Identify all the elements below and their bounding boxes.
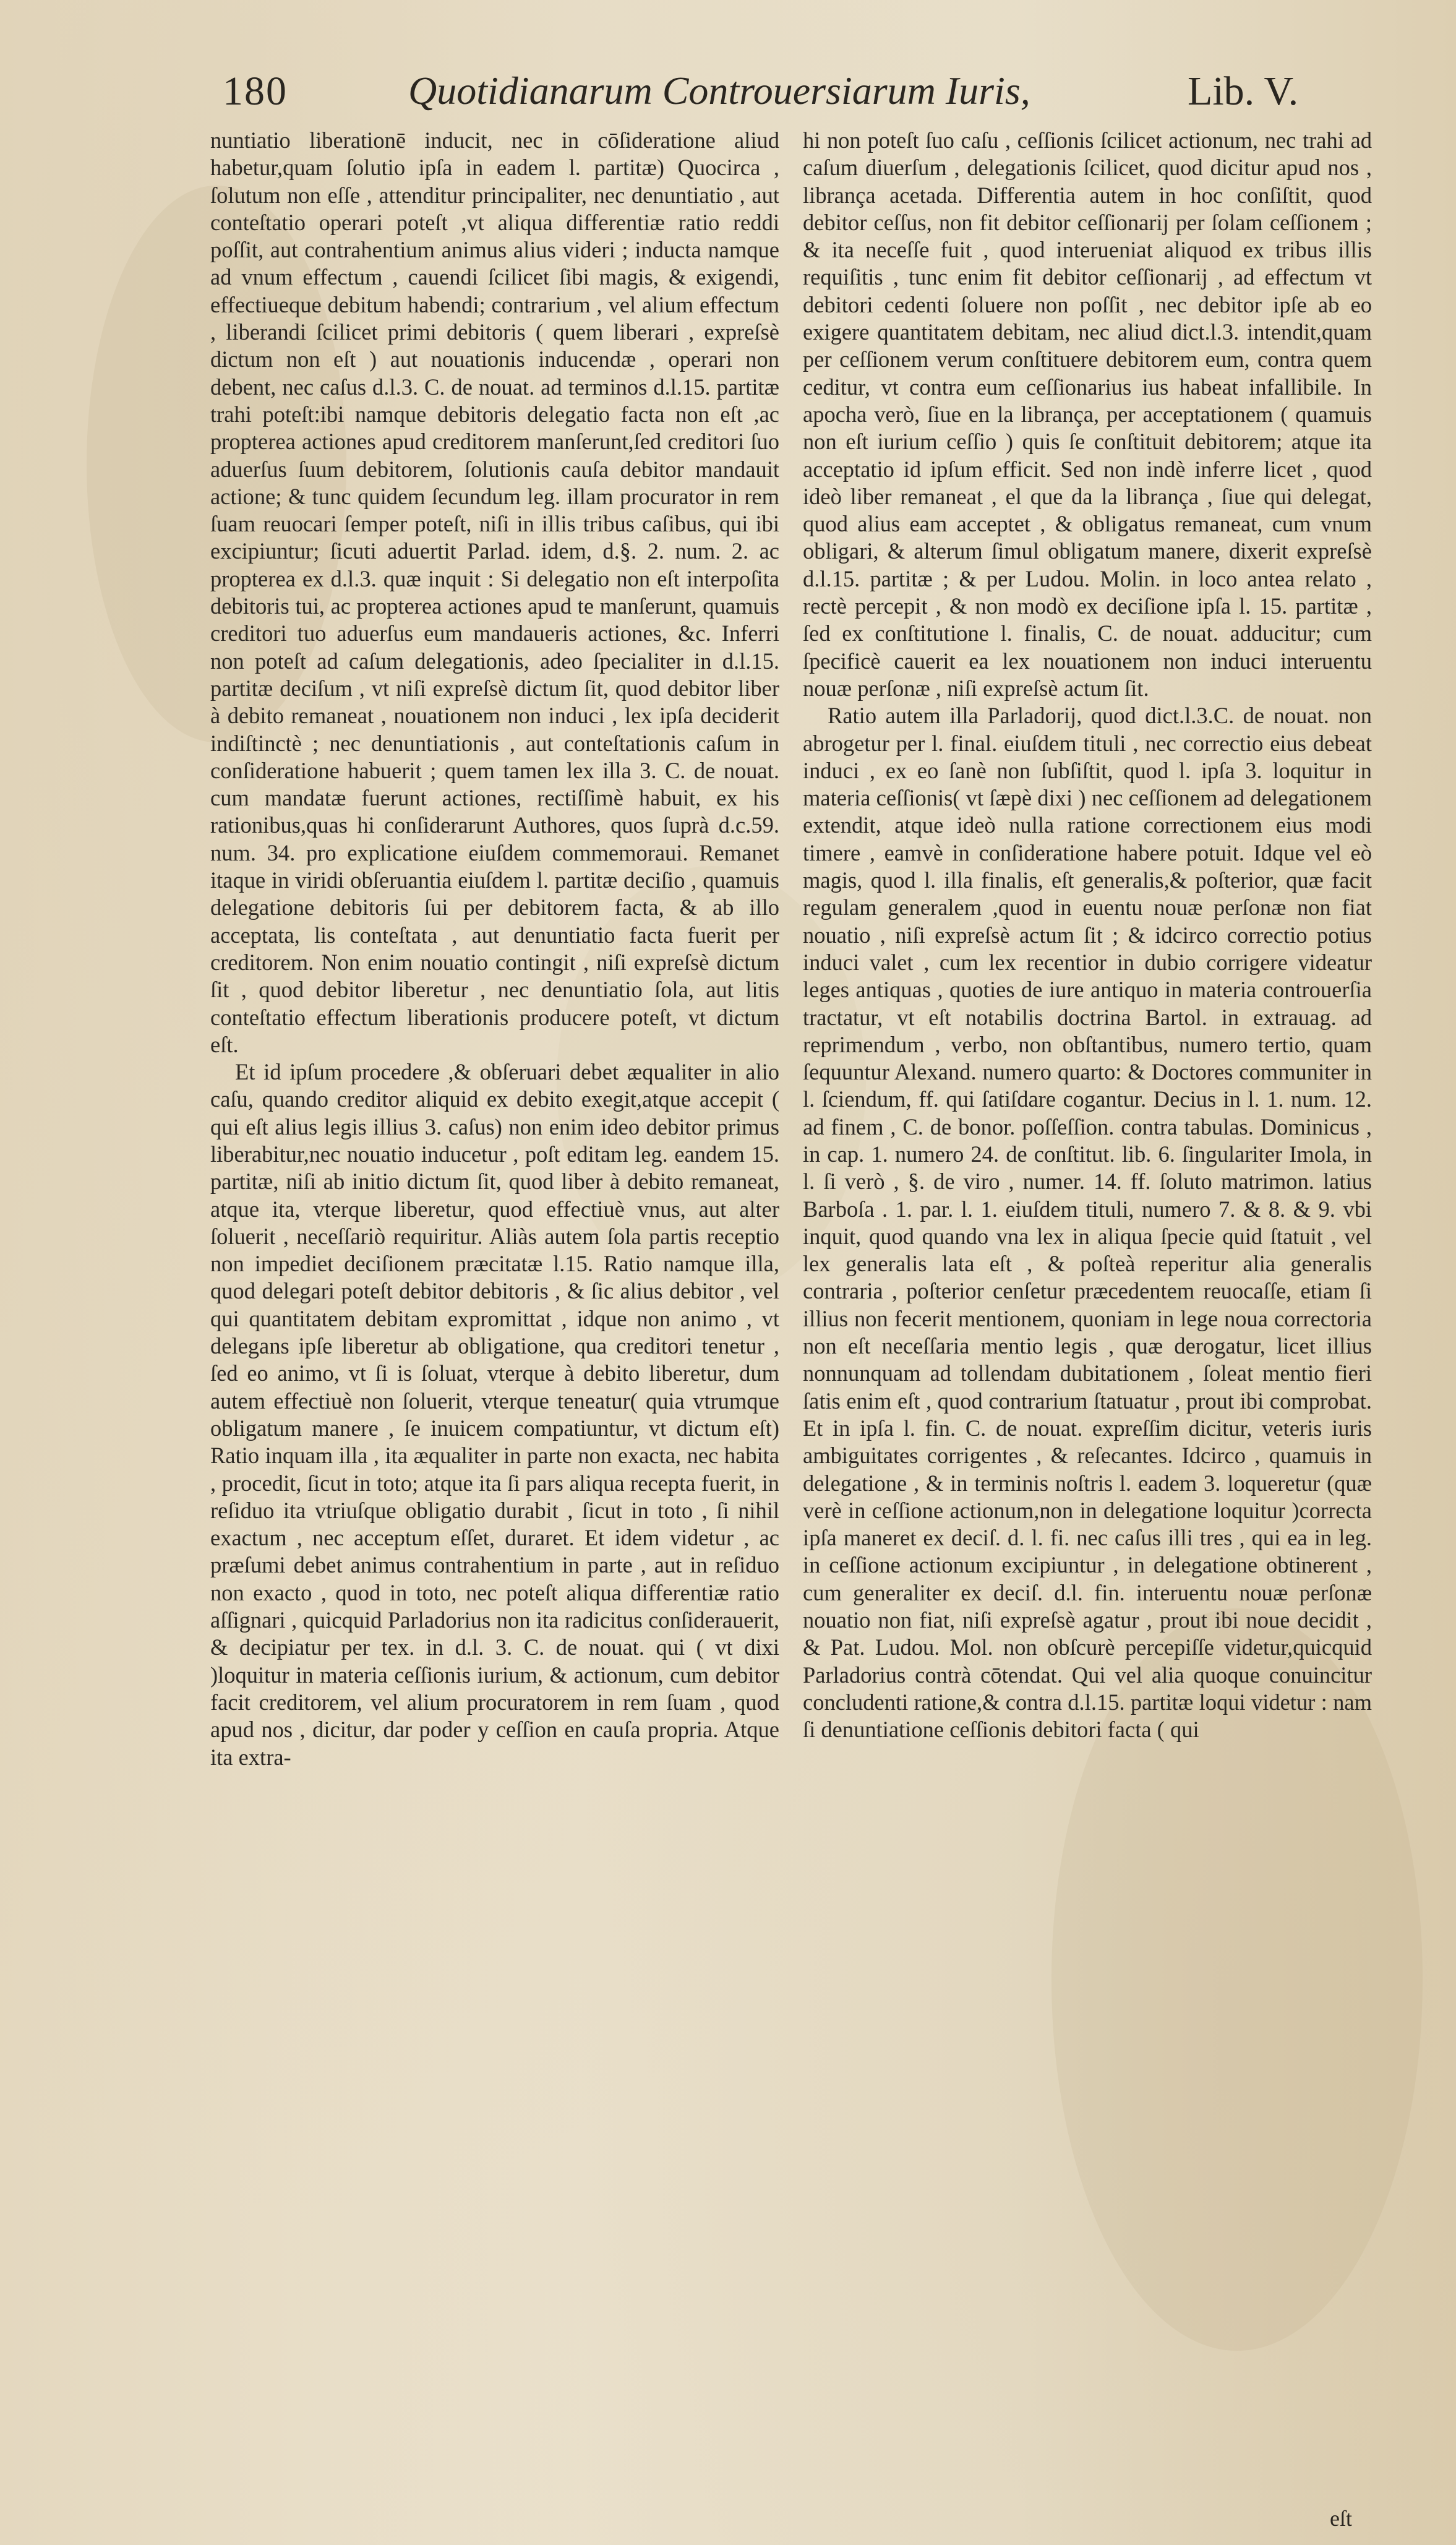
running-title: Quotidianarum Controuersiarum Iuris, [408,69,1030,113]
paragraph: hi non poteſt ſuo caſu , ceſſionis ſcilicet actionum, nec trahi ad caſum diuerſum , delegationis ſcilicet, quod dicitur apud nos , librança acetada. Differentia autem in hoc conſiſtit, quod debitor ceſſus, non fit debitor ceſſionarij per ſolam ceſſionem ; & ita neceſſe fuit , quod interueniat aliquod ex tribus illis requiſitis , tunc enim fit debitor ceſſionarij , ad effectum vt debitori cedenti ſoluere non poſſit , nec debitor ipſe ab eo exigere quantitatem debitam, nec aliud dict.l.3. intendit,quam per ceſſionem verum conſtituere debitorem eum, contra quem ceditur, vt contra eum ceſſionarius ius habeat infallibile. In apocha verò, ſiue en la librança, per acceptationem ( quamuis non eſt iurium ceſſio ) quis ſe conſtituit debitorem; atque ita acceptatio id ipſum efficit. Sed non indè inferre licet , quod ideò liber remaneat , el que da la librança , ſiue qui delegat, quod alius eam acceptet , & obligatus remaneat, cum vnum obligari, & alterum ſimul obligatum manere, dixerit expreſsè d.l.15. partitæ ; & per Ludou. Molin. in loco antea relato , rectè percepit , & non modò ex deciſione ipſa l. 15. partitæ , ſed ex conſtitutione l. finalis, C. de nouat. adducitur; cum ſpecificè cauerit ea lex nouationem non induci interuentu nouæ perſonæ , niſi expreſsè actum ſit. [803,127,1372,701]
right-text-column [803,127,1372,2539]
catchword: eſt [1330,2506,1352,2531]
page-number: 180 [223,69,288,114]
left-text-column [210,127,779,2490]
paragraph: Et id ipſum procedere ,& obſeruari debet æqualiter in alio caſu, quando creditor aliquid ex debito exegit,atque accepit ( qui eſt alius legis illius 3. caſus) non enim ideo debitor primus liberabitur,nec nouatio inducetur , poſt editam leg. eandem 15. partitæ, niſi ab initio dictum ſit, quod liber à debito remaneat, atque ita, vterque liberetur, quod effectiuè vnus, aut alter ſoluerit , neceſſariò requiritur. Aliàs autem ſola partis receptio non impediet deciſionem præcitatæ l.15. Ratio namque illa, quod delegari poteſt debitor debitoris , & ſic alius debitor , vel qui quantitatem debitam expromittat , idque non animo , vt delegans ipſe liberetur ab obligatione, qua creditori tenetur , ſed eo animo, vt ſi is ſoluat, vterque à debito liberetur, dum autem effectiuè non ſoluerit, vterque teneatur( quia vtrumque obligatum manere , ſe inuicem compatiuntur, vt dictum eſt) Ratio inquam illa , ita æqualiter in parte non exacta, nec habita , procedit, ſicut in toto; atque ita ſi pars aliqua recepta fuerit, in reſiduo ita vtriuſque obligatio durabit , ſicut in toto , ſi nihil exactum , nec acceptum eſſet, duraret. Et idem videtur , ac præſumi debet animus contrahentium in parte , aut in reſiduo non exacto , quod in toto, nec poteſt aliqua differentiæ ratio aſſignari , quicquid Parladorius non ita radicitus conſiderauerit, & decipiatur per tex. in d.l. 3. C. de nouat. qui ( vt dixi )loquitur in materia ceſſionis iurium, & actionum, cum debitor facit creditorem, vel alium procuratorem in rem ſuam , quod apud nos , dicitur, dar poder y ceſſion en cauſa propria. Atque ita extra- [210,1059,779,1770]
paragraph: nuntiatio liberationē inducit, nec in cōſideratione aliud habetur,quam ſolutio ipſa in eadem l. partitæ) Quocirca , ſolutum non eſſe , attenditur principaliter, nec denuntiatio , aut conteſtatio operari poteſt ,vt aliqua differentiæ ratio reddi poſſit, aut contrahentium animus alius videri ; inducta namque ad vnum effectum , cauendi ſcilicet ſibi magis, & exigendi, effectiueque debitum habendi; contrarium , vel alium effectum , liberandi ſcilicet primi debitoris ( quem liberari , expreſsè dictum non eſt ) aut nouationis inducendæ , operari non debent, nec caſus d.l.3. C. de nouat. ad terminos d.l.15. partitæ trahi poteſt:ibi namque debitoris delegatio facta non eſt ,ac propterea actiones apud creditorem manſerunt,ſed creditori ſuo aduerſus ſuum debitorem, ſolutionis cauſa debitor mandauit actione; & tunc quidem ſecundum leg. illam procurator in rem ſuam reuocari ſemper poteſt, niſi in illis tribus caſibus, qui ibi excipiuntur; ſicuti aduertit Parlad. idem, d.§. 2. num. 2. ac propterea ex d.l.3. quæ inquit : Si delegatio non eſt interpoſita debitoris tui, ac propterea actiones apud te manſerunt, quamuis creditori tuo aduerſus eum mandaueris actiones, &c. Inferri non poteſt ad caſum delegationis, adeo ſpecialiter in d.l.15. partitæ deciſum , vt niſi expreſsè dictum ſit, quod debitor liber à debito remaneat , nouationem non induci , lex ipſa deciderit indiſtinctè ; nec denuntiationis , aut conteſtationis caſum in conſideratione habuerit ; quem tamen lex illa 3. C. de nouat. cum mandatæ fuerunt actiones, rectiſſimè habuit, ex his rationibus,quas hi conſiderarunt Authores, quos ſuprà d.c.59. num. 34. pro explicatione eiuſdem commemoraui. Remanet itaque in viridi obſeruantia eiuſdem l. partitæ deciſio , quamuis delegatione debitoris ſui per debitorem facta, & ab illo acceptata, lis conteſtata , aut denuntiatio facta fuerit per creditorem. Non enim nouatio contingit , niſi expreſsè dictum ſit , quod debitor liberetur , nec denuntiatio ſola, aut litis conteſtatio effectum liberationis producere poteſt, vt dictum eſt. [210,127,779,1057]
book-marker: Lib. V. [1188,69,1299,114]
paragraph: Ratio autem illa Parladorij, quod dict.l.3.C. de nouat. non abrogetur per l. final. eiuſdem tituli , nec correctio eius debeat induci , ex eo ſanè non ſubſiſtit, quod l. ipſa 3. loquitur in materia ceſſionis( vt ſæpè dixi ) nec ceſſionem ad delegationem extendit, atque ideò nulla ratione correctionem eius modi timere , eamvè in conſideratione habere potuit. Idque vel eò magis, quod l. illa finalis, eſt generalis,& poſterior, quæ facit regulam generalem ,quod in euentu nouæ perſonæ non fiat nouatio , niſi expreſsè actum ſit ; & idcirco correctio potius induci valet , cum lex recentior in dubio corrigere videatur leges antiquas , quoties de iure antiquo in materia controuerſia tractatur, vt eſt notabilis doctrina Bartol. in extrauag. ad reprimendum , verbo, non obſtantibus, numero tertio, quam ſequuntur Alexand. numero quarto: & Doctores communiter in l. ſciendum, ff. qui ſatiſdare cogantur. Decius in l. 1. num. 12. ad finem , C. de bonor. poſſeſſion. contra tabulas. Dominicus , in cap. 1. numero 24. de conſtitut. lib. 6. ſingulariter Imola, in l. ſi verò , §. de viro , numer. 14. ff. ſoluto matrimon. latius Barboſa . 1. par. l. 1. eiuſdem tituli, numero 7. & 8. & 9. vbi inquit, quod quando vna lex in aliqua ſpecie quid ſtatuit , vel lex generalis lata eſt , & poſteà reperitur alia generalis contraria , poſterior cenſetur præcedentem reuocaſſe, etiam ſi illius non fecerit mentionem, quoniam in lege noua correctoria non eſt neceſſaria mentio legis , quæ derogatur, licet illius nonnunquam ad tollendam dubitationem , ſoleat mentio fieri ſatis enim eſt , quod contrarium ſtatuatur , prout ibi comprobat. Et in ipſa l. fin. C. de nouat. expreſſim dicitur, veteris iuris ambiguitates corrigentes , & reſecantes. Idcirco , quamuis in delegatione , & in terminis noſtris l. eadem 3. loqueretur (quæ verè in ceſſione actionum,non in delegatione loquitur )correcta ipſa maneret ex deciſ. d. l. fi. nec caſus illi tres , qui ea in leg. in ceſſione actionum excipiuntur , in delegatione obtinerent , cum generaliter ex deciſ. d.l. fin. interuentu nouæ perſonæ nouatio non fiat, niſi expreſsè agatur , prout ibi noue decidit , & Pat. Ludou. Mol. non obſcurè percepiſſe videtur,quicquid Parladorius contrà cōtendat. Qui vel alia quoque conuincitur concludenti ratione,& contra d.l.15. partitæ loqui videtur : nam ſi denuntiatione ceſſionis debitori facta ( qui [803,703,1372,1743]
page-header [223,68,1299,124]
